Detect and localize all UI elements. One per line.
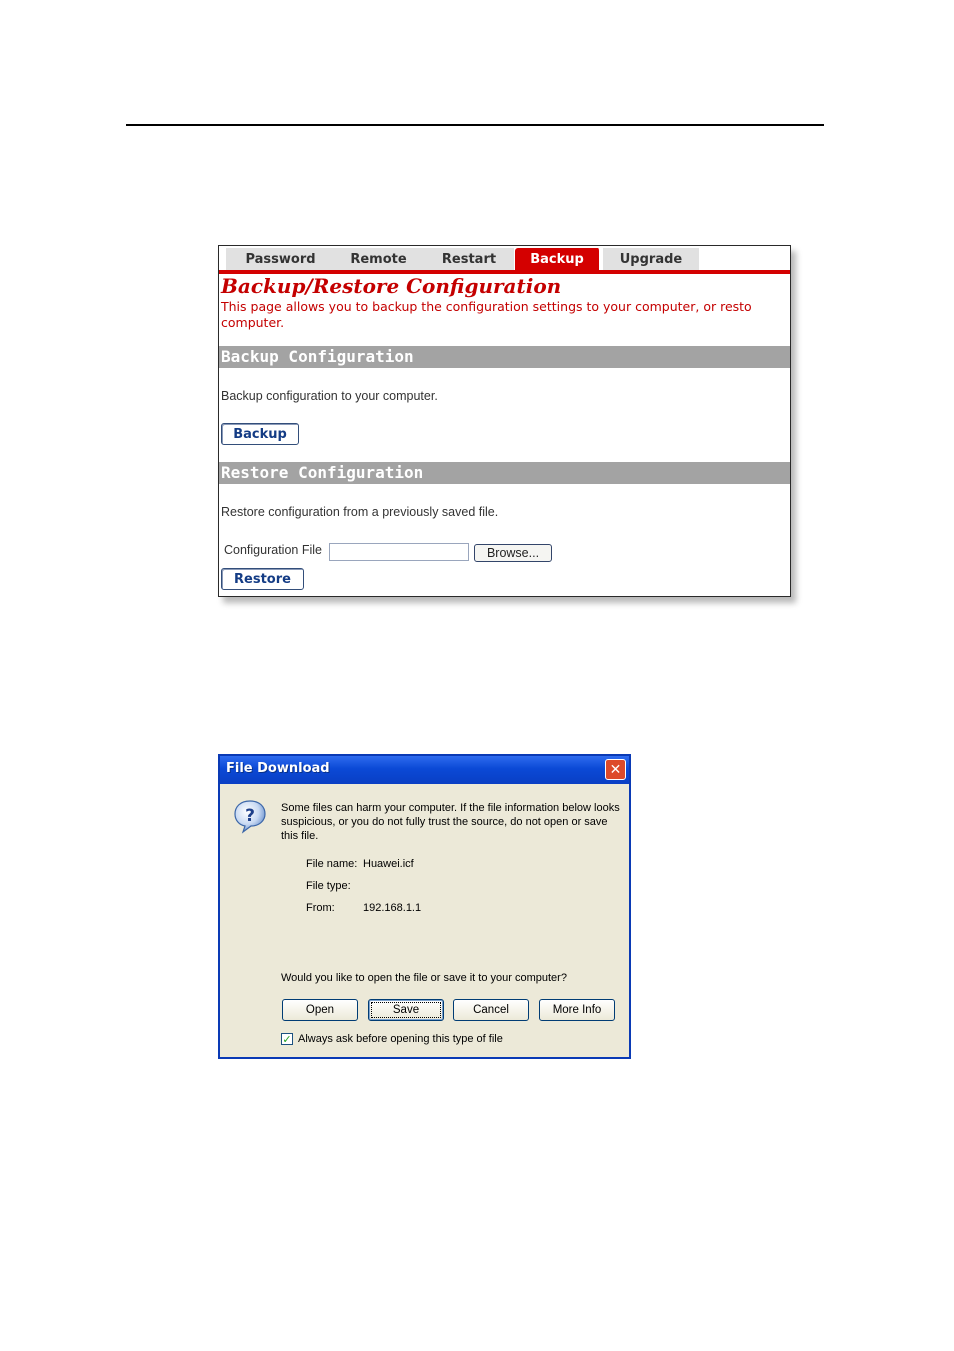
restore-description: Restore configuration from a previously saved file. bbox=[221, 505, 499, 519]
close-button[interactable] bbox=[605, 759, 626, 780]
file-name-label: File name: bbox=[306, 858, 358, 870]
router-config-panel bbox=[218, 245, 791, 597]
page-description-line: computer. bbox=[221, 315, 285, 330]
always-ask-label[interactable]: Always ask before opening this type of file bbox=[298, 1033, 503, 1045]
tab-upgrade[interactable]: Upgrade bbox=[603, 248, 701, 270]
page-title: Backup/Restore Configuration bbox=[221, 274, 562, 298]
always-ask-checkbox[interactable] bbox=[281, 1033, 293, 1045]
tab-restart[interactable]: Restart bbox=[424, 248, 516, 270]
dialog-titlebar[interactable] bbox=[220, 756, 629, 784]
backup-description: Backup configuration to your computer. bbox=[221, 389, 438, 403]
file-download-dialog bbox=[218, 754, 631, 1059]
page-description bbox=[221, 299, 791, 331]
from-label: From: bbox=[306, 902, 335, 914]
file-name-value: Huawei.icf bbox=[363, 858, 414, 870]
file-type-label: File type: bbox=[306, 880, 351, 892]
save-button[interactable]: Save bbox=[368, 999, 444, 1021]
warning-text: Some files can harm your computer. If the file information below looks suspicious, or you do not fully trust the source, do not open or save this file. bbox=[281, 802, 620, 842]
backup-button[interactable]: Backup bbox=[221, 423, 299, 445]
svg-text:?: ? bbox=[245, 806, 255, 826]
page-description-line: This page allows you to backup the configuration settings to your computer, or resto bbox=[221, 299, 752, 314]
cancel-button[interactable]: Cancel bbox=[453, 999, 529, 1021]
close-icon: ✕ bbox=[609, 761, 622, 778]
checkmark-icon: ✓ bbox=[282, 1032, 292, 1046]
config-file-label: Configuration File bbox=[224, 543, 322, 557]
download-question: Would you like to open the file or save it to your computer? bbox=[281, 972, 567, 984]
page-header-rule bbox=[126, 124, 824, 126]
tab-remote[interactable]: Remote bbox=[333, 248, 426, 270]
backup-section-heading: Backup Configuration bbox=[219, 346, 790, 368]
tab-backup[interactable]: Backup bbox=[515, 248, 601, 270]
more-info-button[interactable]: More Info bbox=[539, 999, 615, 1021]
browse-button[interactable]: Browse... bbox=[474, 544, 552, 562]
tab-password[interactable]: Password bbox=[226, 248, 337, 270]
restore-button[interactable]: Restore bbox=[221, 568, 304, 590]
dialog-title: File Download bbox=[226, 761, 330, 776]
from-value: 192.168.1.1 bbox=[363, 902, 422, 914]
open-button[interactable]: Open bbox=[282, 999, 358, 1021]
question-icon bbox=[232, 798, 268, 834]
tab-bar bbox=[219, 246, 790, 274]
config-file-input[interactable] bbox=[329, 543, 469, 561]
restore-section-heading: Restore Configuration bbox=[219, 462, 790, 484]
